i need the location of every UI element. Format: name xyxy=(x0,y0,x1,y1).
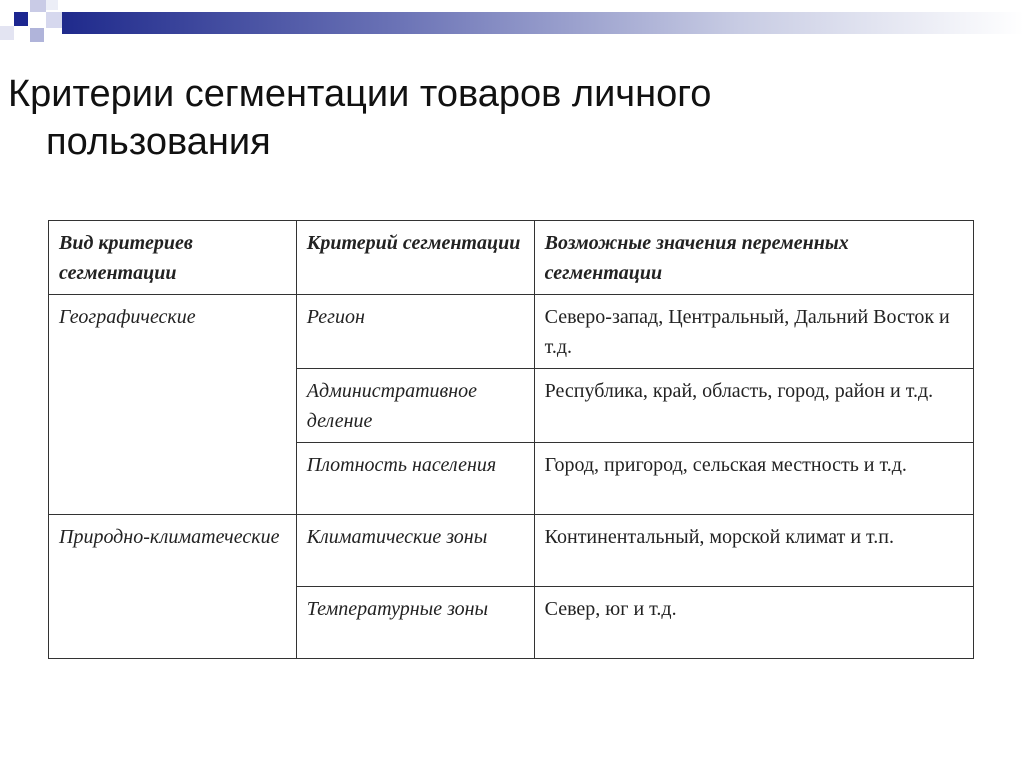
criterion-cell: Температурные зоны xyxy=(296,587,534,659)
header-gradient-bar xyxy=(62,12,1024,34)
values-cell: Север, юг и т.д. xyxy=(534,587,973,659)
column-header-criterion: Критерий сегментации xyxy=(296,221,534,295)
decorative-square xyxy=(0,26,14,40)
decorative-square xyxy=(46,0,58,10)
column-header-values: Возможные значения переменных сегментации xyxy=(534,221,973,295)
criterion-cell: Климатические зоны xyxy=(296,515,534,587)
page-title xyxy=(8,70,968,166)
decorative-square xyxy=(46,12,62,28)
values-cell: Континентальный, морской климат и т.п. xyxy=(534,515,973,587)
page-title-line1: Критерии сегментации товаров личного xyxy=(8,73,712,115)
values-cell: Северо-запад, Центральный, Дальний Восток и т.д. xyxy=(534,295,973,369)
values-cell: Город, пригород, сельская местность и т.д. xyxy=(534,443,973,515)
criterion-cell: Плотность населения xyxy=(296,443,534,515)
criterion-cell: Регион xyxy=(296,295,534,369)
decorative-square xyxy=(30,28,44,42)
criterion-cell: Административное деление xyxy=(296,369,534,443)
column-header-kind: Вид критериев сегментации xyxy=(49,221,297,295)
table-row xyxy=(49,295,974,369)
table-header-row xyxy=(49,221,974,295)
page-title-line2: пользования xyxy=(46,121,271,163)
header-decoration xyxy=(0,0,1024,60)
decorative-square xyxy=(14,12,28,26)
values-cell: Республика, край, область, город, район и т.д. xyxy=(534,369,973,443)
group-kind-cell: Географические xyxy=(49,295,297,515)
group-kind-cell: Природно-климатеческие xyxy=(49,515,297,659)
decorative-square xyxy=(30,0,46,12)
segmentation-criteria-table xyxy=(48,220,974,659)
table-row xyxy=(49,515,974,587)
